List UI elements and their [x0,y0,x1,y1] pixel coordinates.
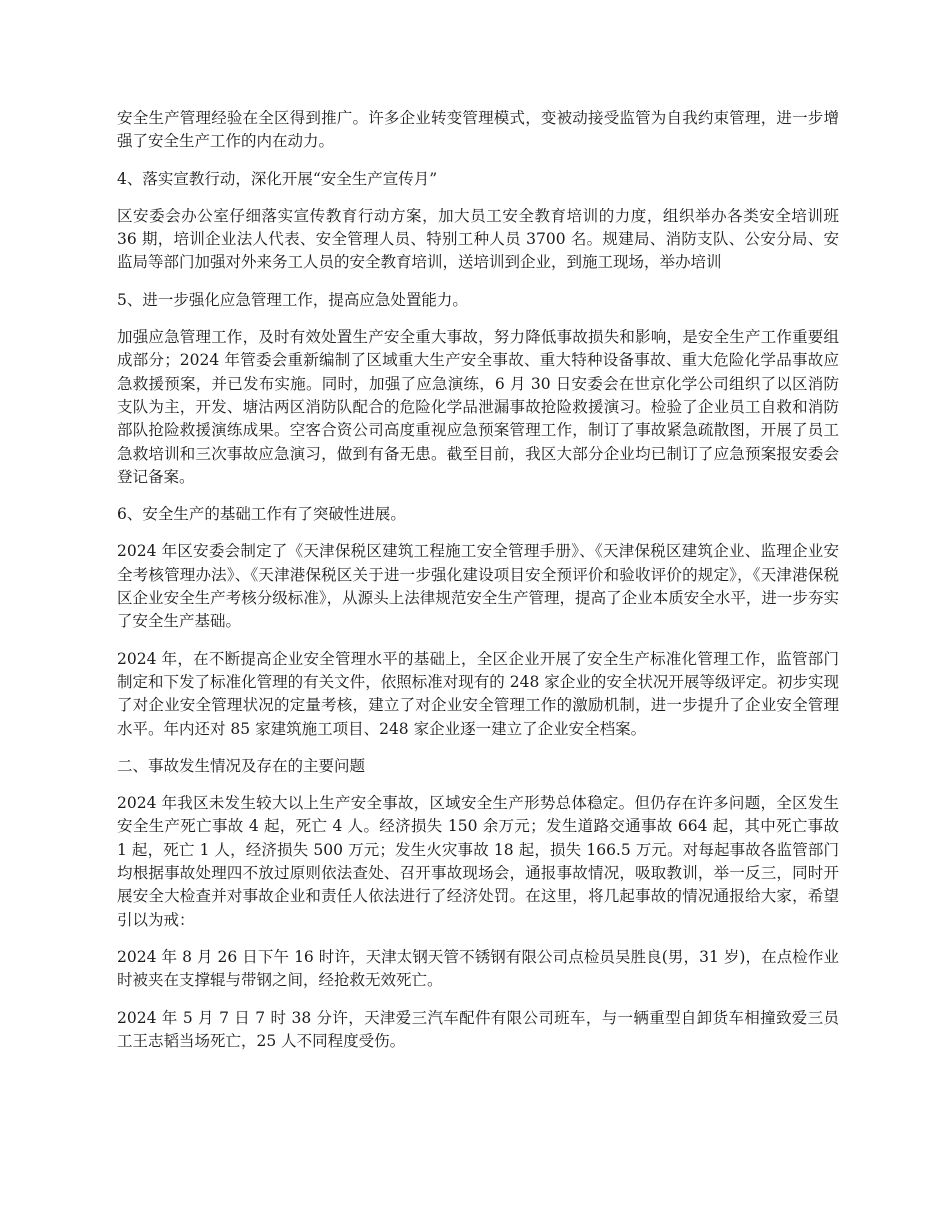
paragraph: 安全生产管理经验在全区得到推广。许多企业转变管理模式，变被动接受监管为自我约束管理，进一步增强了安全生产工作的内在动力。 [117,109,839,151]
section-heading: 4、落实宣教行动，深化开展“安全生产宣传月” [117,169,438,188]
section-heading: 5、进一步强化应急管理工作，提高应急处置能力。 [117,290,468,309]
paragraph: 区安委会办公室仔细落实宣传教育行动方案，加大员工安全教育培训的力度，组织举办各类安全培训班 36 期，培训企业法人代表、安全管理人员、特别工种人员 3700 名。规建局、消防支队、公安分局、安监局等部门加强对外来务工人员的安全教育培训，送培训到企业，到施工现场，举办培训 [117,206,839,272]
paragraph: 2024 年我区未发生较大以上生产安全事故，区域安全生产形势总体稳定。但仍存在许多问题，全区发生安全生产死亡事故 4 起，死亡 4 人。经济损失 150 余万元；发生道路交通事故 664 起，其中死亡事故 1 起，死亡 1 人，经济损失 500 万元；发生火灾事故 18 起，损失 166.5 万元。对每起事故各监管部门均根据事故处理四不放过原则依法查处、召开事故现场会，通报事故情况，吸取教训，举一反三，同时开展安全大检查并对事故企业和责任人依法进行了经济处罚。在这里，将几起事故的情况通报给大家，希望引以为戒： [117,794,839,929]
paragraph: 2024 年，在不断提高企业安全管理水平的基础上，全区企业开展了安全生产标准化管理工作，监管部门制定和下发了标准化管理的有关文件，依照标准对现有的 248 家企业的安全状况开展等级评定。初步实现了对企业安全管理状况的定量考核，建立了对企业安全管理工作的激励机制，进一步提升了企业安全管理水平。年内还对 85 家建筑施工项目、248 家企业逐一建立了企业安全档案。 [117,649,839,738]
paragraph: 加强应急管理工作，及时有效处置生产安全重大事故，努力降低事故损失和影响，是安全生产工作重要组成部分；2024 年管委会重新编制了区域重大生产安全事故、重大特种设备事故、重大危险化学品事故应急救援预案，并已发布实施。同时，加强了应急演练，6 月 30 日安委会在世京化学公司组织了以区消防支队为主，开发、塘沽两区消防队配合的危险化学品泄漏事故抢险救援演习。检验了企业员工自救和消防部队抢险救援演练成果。空客合资公司高度重视应急预案管理工作，制订了事故紧急疏散图，开展了员工急救培训和三次事故应急演习，做到有备无患。截至目前，我区大部分企业均已制订了应急预案报安委会登记备案。 [117,328,839,486]
paragraph: 2024 年区安委会制定了《天津保税区建筑工程施工安全管理手册》、《天津保税区建筑企业、监理企业安全考核管理办法》、《天津港保税区关于进一步强化建设项目安全预评价和验收评价的规定》，《天津港保税区企业安全生产考核分级标准》，从源头上法律规范安全生产管理，提高了企业本质安全水平，进一步夯实了安全生产基础。 [117,542,839,631]
section-heading: 6、安全生产的基础工作有了突破性进展。 [117,505,406,524]
paragraph: 2024 年 8 月 26 日下午 16 时许，天津太钢天管不锈钢有限公司点检员吴胜良(男，31 岁)，在点检作业时被夹在支撑辊与带钢之间，经抢救无效死亡。 [117,947,839,990]
document-body [117,107,839,1067]
section-heading: 二、事故发生情况及存在的主要问题 [117,756,366,775]
paragraph: 2024 年 5 月 7 日 7 时 38 分许，天津爱三汽车配件有限公司班车，与一辆重型自卸货车相撞致爱三员工王志韬当场死亡，25 人不同程度受伤。 [117,1008,839,1050]
